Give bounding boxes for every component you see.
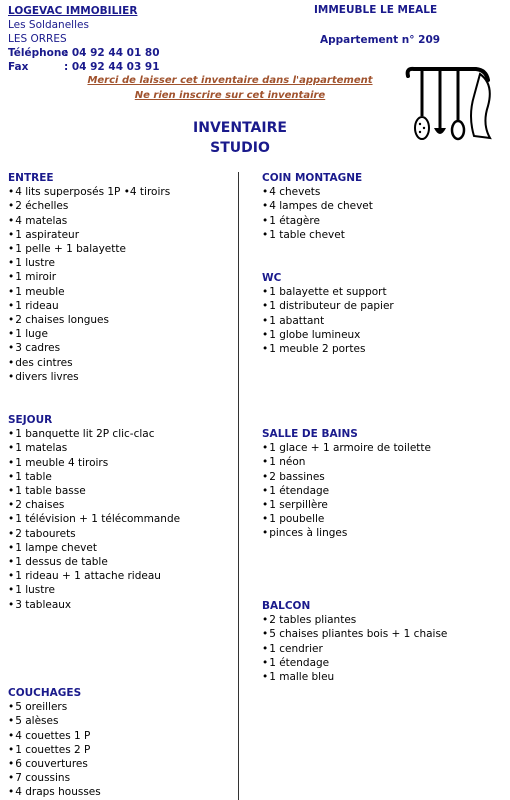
- apartment-number: Appartement n° 209: [320, 34, 441, 46]
- agency-name: LOGEVAC IMMOBILIER: [8, 5, 138, 17]
- list-item: • pinces à linges: [262, 526, 431, 540]
- list-item: • 5 chaises pliantes bois + 1 chaise: [262, 627, 447, 641]
- section-sejour: [8, 413, 180, 612]
- list-item: • 4 matelas: [8, 214, 170, 228]
- list-item: • 1 couettes 2 P: [8, 743, 101, 757]
- agency-phone: [8, 46, 160, 60]
- section-heading: SALLE DE BAINS: [262, 428, 358, 440]
- list-item: • 4 draps housses: [8, 785, 101, 799]
- list-item: • 6 couvertures: [8, 757, 101, 771]
- phone-label: Téléphone: [8, 47, 69, 59]
- list-item: • 1 distributeur de papier: [262, 299, 394, 313]
- list-item: • 1 balayette et support: [262, 285, 394, 299]
- list-item: • 4 couettes 1 P: [8, 729, 101, 743]
- agency-address-line1: Les Soldanelles: [8, 19, 89, 31]
- section-coin-montagne: [262, 171, 373, 242]
- list-item: • 2 tables pliantes: [262, 613, 447, 627]
- list-item: • 3 tableaux: [8, 598, 180, 612]
- list-item: • 5 oreillers: [8, 700, 101, 714]
- list-item: • 4 lits superposés 1P •4 tiroirs: [8, 185, 170, 199]
- fax-label: Fax: [8, 61, 29, 73]
- section-heading: BALCON: [262, 600, 311, 612]
- list-item: • 1 globe lumineux: [262, 328, 394, 342]
- list-item: • 1 pelle + 1 balayette: [8, 242, 170, 256]
- list-item: • 7 coussins: [8, 771, 101, 785]
- list-item: • des cintres: [8, 356, 170, 370]
- list-item: • 1 meuble: [8, 285, 170, 299]
- list-item: • 2 bassines: [262, 470, 431, 484]
- list-item: • 1 dessus de table: [8, 555, 180, 569]
- list-item: • 3 cadres: [8, 341, 170, 355]
- list-item: • 1 table: [8, 470, 180, 484]
- list-item: • 1 lustre: [8, 256, 170, 270]
- list-item: • 1 télévision + 1 télécommande: [8, 512, 180, 526]
- list-item: • 1 malle bleu: [262, 670, 447, 684]
- list-item: • 2 tabourets: [8, 527, 180, 541]
- agency-block: [8, 4, 160, 74]
- section-heading: COUCHAGES: [8, 687, 82, 699]
- notice-line1: Merci de laisser cet inventaire dans l'appartement: [87, 75, 373, 86]
- section-entree: [8, 171, 170, 384]
- list-item: • 1 cendrier: [262, 642, 447, 656]
- list-item: • 1 meuble 2 portes: [262, 342, 394, 356]
- section-heading: COIN MONTAGNE: [262, 172, 363, 184]
- list-item: • 2 chaises longues: [8, 313, 170, 327]
- list-item: • 1 lustre: [8, 583, 180, 597]
- section-salle-de-bains: [262, 427, 431, 541]
- section-heading: ENTREE: [8, 172, 54, 184]
- list-item: • 1 abattant: [262, 314, 394, 328]
- fax-number: : 04 92 44 03 91: [64, 61, 160, 73]
- column-divider: [238, 172, 239, 800]
- list-item: • 1 rideau + 1 attache rideau: [8, 569, 180, 583]
- list-item: • 1 étendage: [262, 656, 447, 670]
- kitchen-utensils-icon: [402, 66, 498, 144]
- agency-address-line2: LES ORRES: [8, 33, 67, 45]
- list-item: • 1 table chevet: [262, 228, 373, 242]
- notice-line2: Ne rien inscrire sur cet inventaire: [134, 90, 326, 101]
- list-item: • 1 étendage: [262, 484, 431, 498]
- list-item: • 1 étagère: [262, 214, 373, 228]
- list-item: • divers livres: [8, 370, 170, 384]
- list-item: • 1 poubelle: [262, 512, 431, 526]
- list-item: • 4 chevets: [262, 185, 373, 199]
- list-item: • 2 échelles: [8, 199, 170, 213]
- list-item: • 1 glace + 1 armoire de toilette: [262, 441, 431, 455]
- phone-number: : 04 92 44 01 80: [64, 47, 160, 59]
- section-balcon: [262, 599, 447, 684]
- list-item: • 5 alèses: [8, 714, 101, 728]
- list-item: • 1 miroir: [8, 270, 170, 284]
- list-item: • 1 banquette lit 2P clic-clac: [8, 427, 180, 441]
- document-subtitle: STUDIO: [210, 140, 270, 156]
- agency-fax: [8, 60, 160, 74]
- list-item: • 4 lampes de chevet: [262, 199, 373, 213]
- list-item: • 1 aspirateur: [8, 228, 170, 242]
- list-item: • 1 luge: [8, 327, 170, 341]
- section-heading: WC: [262, 272, 282, 284]
- document-title: INVENTAIRE: [193, 120, 287, 136]
- list-item: • 2 chaises: [8, 498, 180, 512]
- section-heading: SEJOUR: [8, 414, 53, 426]
- list-item: • 1 néon: [262, 455, 431, 469]
- list-item: • 1 lampe chevet: [8, 541, 180, 555]
- section-couchages: [8, 686, 101, 800]
- list-item: • 1 matelas: [8, 441, 180, 455]
- building-name: IMMEUBLE LE MEALE: [314, 4, 438, 16]
- section-wc: [262, 271, 394, 356]
- list-item: • 1 rideau: [8, 299, 170, 313]
- list-item: • 1 meuble 4 tiroirs: [8, 456, 180, 470]
- list-item: • 1 table basse: [8, 484, 180, 498]
- list-item: • 1 serpillère: [262, 498, 431, 512]
